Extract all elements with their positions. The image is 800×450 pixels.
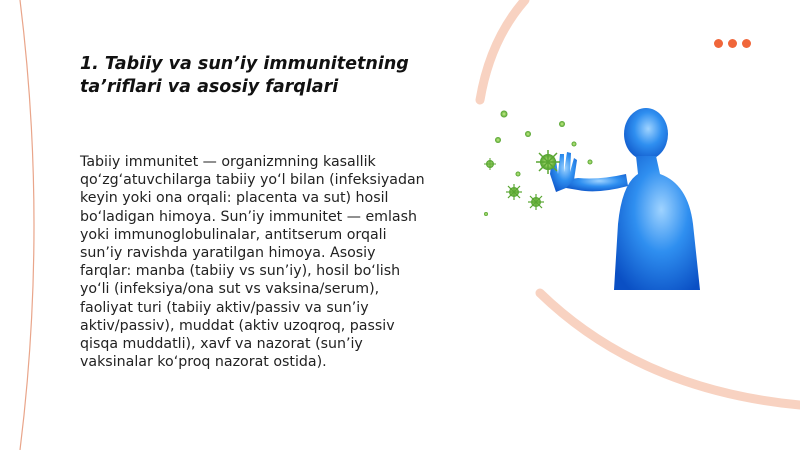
dot (728, 39, 737, 48)
virus-icon (525, 131, 531, 137)
figure-head (624, 108, 668, 160)
virus-icon (501, 111, 508, 118)
slide-body: Tabiiy immunitet — organizmning kasallik qo‘zg‘atuvchilarga tabiiy yo‘l bilan (infeksiyadan keyin yoki ona orqali: placenta va sut) hosil bo‘ladigan himoya. Sun’iy immunitet — emlash yoki immunoglobulinalar, antitserum orqali sun’iy ravishda yaratilgan himoya. Asosiy farqlar: manba (tabiiy vs sun’iy), hosil bo‘lish yo‘li (infeksiya/ona sut vs vaksina/serum), faoliyat turi (tabiiy aktiv/passiv va sun’iy aktiv/passiv), muddat (aktiv uzoqroq, passiv qisqa muddatli), xavf va nazorat (sun’iy vaksinalar ko‘proq nazorat ostida). (80, 154, 425, 371)
virus-icon (528, 194, 544, 210)
virus-icon (588, 160, 593, 165)
virus-icon (484, 158, 496, 170)
left-red-line (20, 0, 34, 450)
top-arc (480, 0, 525, 100)
slide-title: 1. Tabiiy va sun’iy immunitetning ta’riflari va asosiy farqlari (80, 54, 409, 97)
virus-icon (506, 184, 522, 200)
virus-icon (536, 150, 560, 174)
human-figure-blocking-viruses (478, 104, 704, 290)
figure-torso (614, 156, 700, 290)
bottom-arc (540, 293, 800, 405)
virus-icon (572, 142, 577, 147)
three-dots-icon (714, 39, 751, 48)
dot (742, 39, 751, 48)
virus-icon (495, 137, 501, 143)
virus-icon (516, 172, 521, 177)
dot (714, 39, 723, 48)
virus-icon (559, 121, 565, 127)
virus-icon (484, 212, 488, 216)
